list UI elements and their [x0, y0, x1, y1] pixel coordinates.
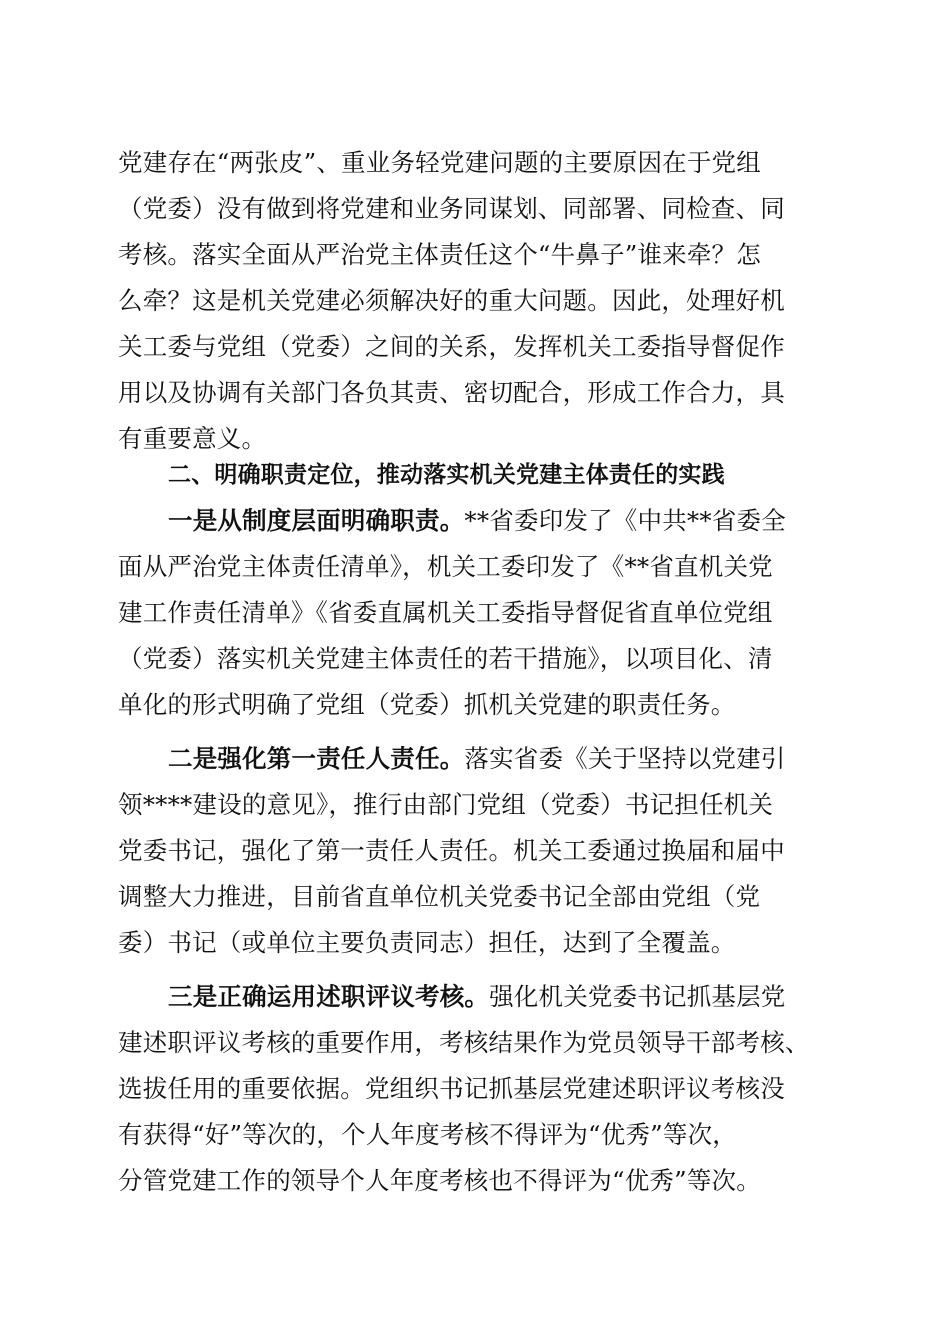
paragraph4-line-1: [168, 974, 786, 1020]
paragraph3-lead: 二是强化第一责任人责任。: [168, 744, 465, 773]
paragraph4-line-4: 有获得“好”等次的，个人年度考核不得评为“优秀”等次，: [118, 1120, 737, 1149]
paragraph4-line-1-text: 强化机关党委书记抓基层党: [489, 982, 786, 1011]
paragraph1-line-7: 有重要意义。: [118, 424, 267, 453]
paragraph2-line-5: 单化的形式明确了党组（党委）抓机关党建的职责任务。: [118, 690, 736, 719]
paragraph1-line-1: 党建存在“两张皮”、重业务轻党建问题的主要原因在于党组: [118, 148, 761, 177]
paragraph1-line-4: 么牵？这是机关党建必须解决好的重大问题。因此，处理好机: [118, 286, 785, 315]
paragraph4-line-2: 建述职评议考核的重要作用，考核结果作为党员领导干部考核、: [118, 1028, 810, 1057]
paragraph1-line-6: 用以及协调有关部门各负其责、密切配合，形成工作合力，具: [118, 378, 785, 407]
paragraph3-line-1-text: 落实省委《关于坚持以党建引: [464, 744, 786, 773]
paragraph1-line-5: 关工委与党组（党委）之间的关系，发挥机关工委指导督促作: [118, 332, 785, 361]
paragraph2-line-2: 面从严治党主体责任清单》，机关工委印发了《**省直机关党: [118, 552, 773, 581]
paragraph4-lead: 三是正确运用述职评议考核。: [168, 982, 490, 1011]
section-heading: 二、明确职责定位，推动落实机关党建主体责任的实践: [168, 462, 725, 488]
paragraph4-line-3: 选拔任用的重要依据。党组织书记抓基层党建述职评议考核没: [118, 1074, 785, 1103]
paragraph3-line-1: [168, 736, 786, 782]
paragraph3-line-3: 党委书记，强化了第一责任人责任。机关工委通过换届和届中: [118, 836, 785, 865]
paragraph2-line-4: （党委）落实机关党建主体责任的若干措施》，以项目化、清: [118, 644, 773, 673]
paragraph2-line-3: 建工作责任清单》《省委直属机关工委指导督促省直单位党组: [118, 598, 773, 627]
paragraph3-line-4: 调整大力推进，目前省直单位机关党委书记全部由党组（党: [118, 882, 761, 911]
paragraph1-line-2: （党委）没有做到将党建和业务同谋划、同部署、同检查、同: [118, 194, 785, 223]
paragraph2-line-1-text: **省委印发了《中共**省委全: [464, 506, 786, 535]
paragraph1-line-3: 考核。落实全面从严治党主体责任这个“牛鼻子”谁来牵？怎: [118, 240, 761, 269]
paragraph4-line-5: 分管党建工作的领导个人年度考核也不得评为“优秀”等次。: [118, 1166, 761, 1195]
paragraph2-line-1: [168, 498, 786, 544]
paragraph2-lead: 一是从制度层面明确职责。: [168, 506, 465, 535]
paragraph3-line-5: 委）书记（或单位主要负责同志）担任，达到了全覆盖。: [118, 928, 736, 957]
paragraph3-line-2: 领****建设的意见》，推行由部门党组（党委）书记担任机关: [118, 790, 774, 819]
